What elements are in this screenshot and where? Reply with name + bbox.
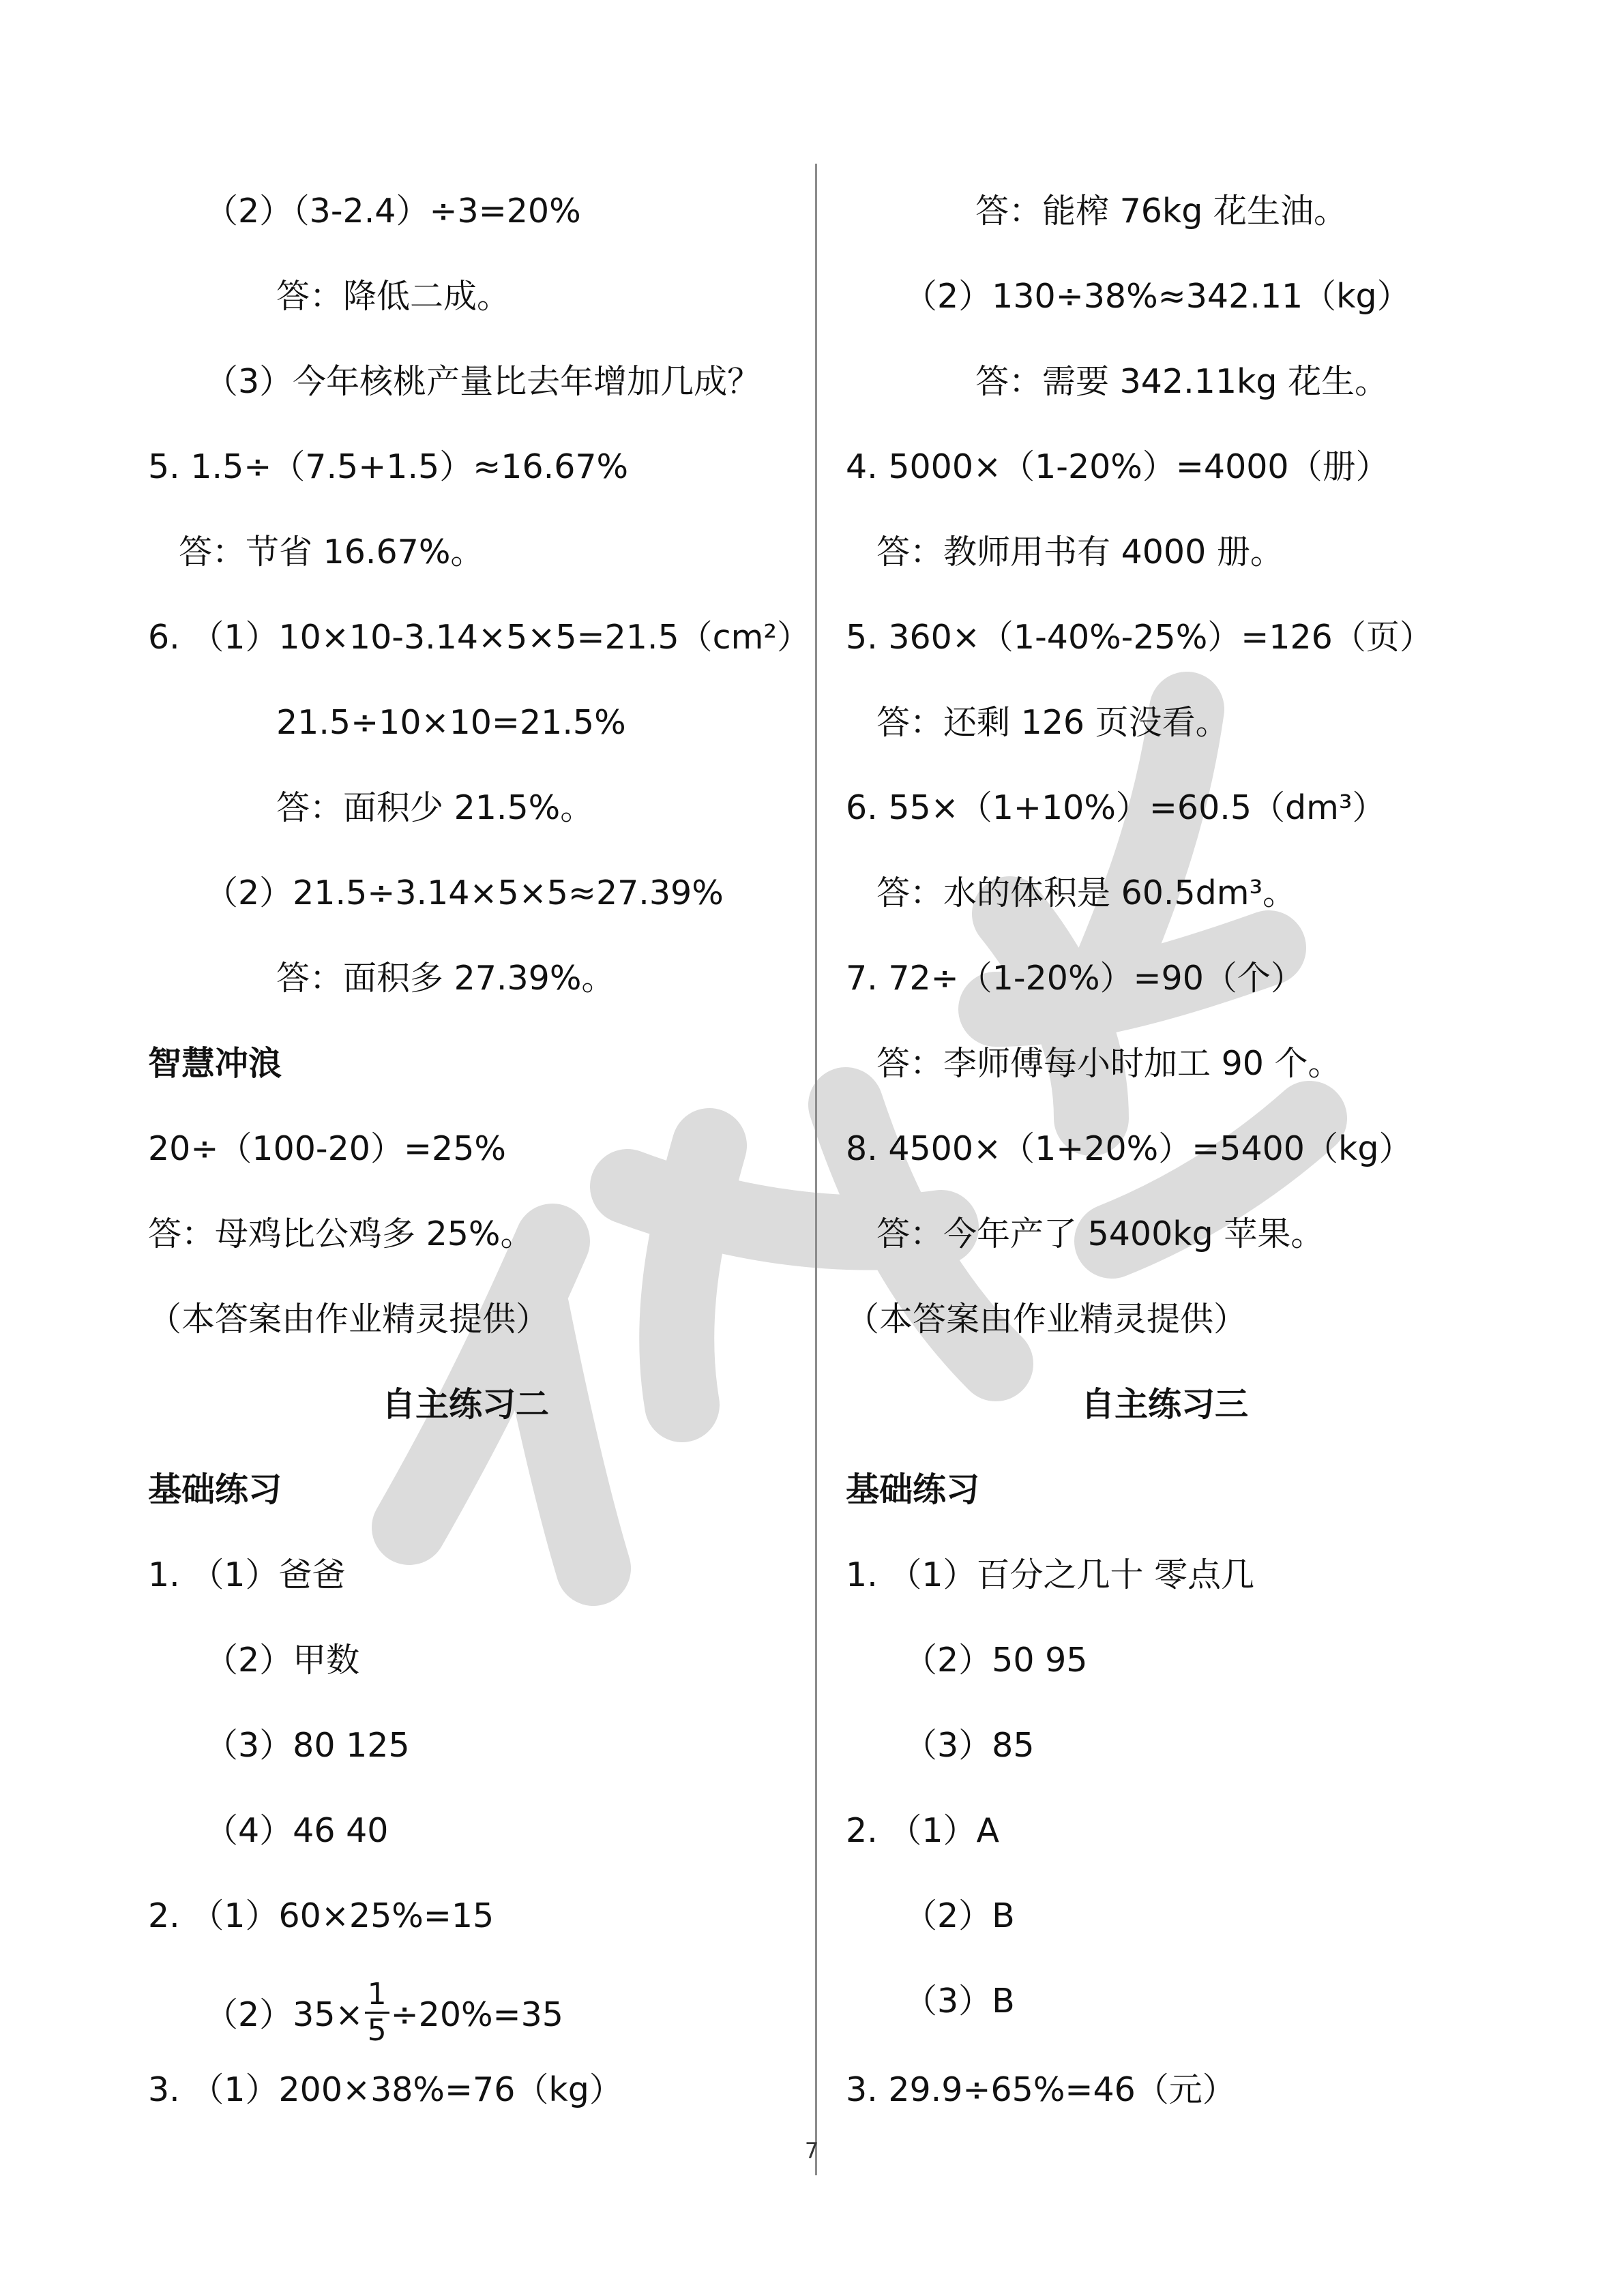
answer-line: 20÷（100-20）=25% [148, 1129, 506, 1168]
answer-line: 6. 55×（1+10%）=60.5（dm³） [846, 788, 1386, 827]
answer-line: （3）80 125 [205, 1726, 410, 1765]
answer-line: 答：教师用书有 4000 册。 [876, 533, 1284, 571]
answer-line: （3）B [904, 1982, 1015, 2021]
page-number: 7 [804, 2138, 819, 2164]
answer-line: 7. 72÷（1-20%）=90（个） [846, 959, 1304, 998]
answer-line: 3. 29.9÷65%=46（元） [846, 2070, 1236, 2109]
answer-line: 答：水的体积是 60.5dm³。 [876, 874, 1297, 912]
answer-line: （2）50 95 [904, 1641, 1088, 1680]
answer-line: 答：面积少 21.5%。 [276, 788, 594, 827]
answer-line: 4. 5000×（1-20%）=4000（册） [846, 447, 1389, 486]
fraction-answer-line [205, 1978, 563, 2053]
source-note: （本答案由作业精灵提供） [846, 1300, 1247, 1339]
fraction [365, 1978, 389, 2048]
section-heading: 基础练习 [148, 1470, 282, 1509]
answer-line: 5. 1.5÷（7.5+1.5）≈16.67% [148, 447, 629, 486]
answer-line: 答：今年产了 5400kg 苹果。 [876, 1214, 1325, 1253]
answer-line: （3）今年核桃产量比去年增加几成？ [205, 362, 761, 401]
answer-line: 5. 360×（1-40%-25%）=126（页） [846, 618, 1433, 657]
column-divider [815, 164, 817, 2175]
answer-line: 答：需要 342.11kg 花生。 [975, 362, 1389, 401]
fraction-prefix: （2）35× [205, 1995, 364, 2034]
section-heading: 智慧冲浪 [148, 1044, 282, 1083]
answer-line: （2）（3-2.4）÷3=20% [205, 192, 581, 230]
section-heading: 基础练习 [846, 1470, 980, 1509]
answer-line: 答：还剩 126 页没看。 [876, 703, 1229, 742]
answer-line: （4）46 40 [205, 1811, 389, 1850]
exercise-title: 自主练习三 [1081, 1385, 1249, 1424]
answer-line: 1. （1）百分之几十 零点几 [846, 1555, 1255, 1594]
source-note: （本答案由作业精灵提供） [148, 1300, 550, 1339]
answer-line: （2）甲数 [205, 1641, 360, 1680]
answer-line: 6. （1）10×10-3.14×5×5=21.5（cm²） [148, 618, 810, 657]
answer-line: 2. （1）60×25%=15 [148, 1896, 494, 1935]
answer-line: 1. （1）爸爸 [148, 1555, 346, 1594]
answer-line: 答：能榨 76kg 花生油。 [975, 192, 1347, 230]
fraction-denominator: 5 [367, 2013, 387, 2048]
answer-line: 答：母鸡比公鸡多 25%。 [148, 1214, 534, 1253]
answer-line: 答：节省 16.67%。 [179, 533, 484, 571]
answer-line: 2. （1）A [846, 1811, 1000, 1850]
answer-line: （2）130÷38%≈342.11（kg） [904, 277, 1411, 316]
answer-line: （2）21.5÷3.14×5×5≈27.39% [205, 874, 724, 912]
answer-line: 3. （1）200×38%=76（kg） [148, 2070, 623, 2109]
fraction-numerator: 1 [365, 1978, 389, 2014]
fraction-suffix: ÷20%=35 [390, 1995, 563, 2034]
answer-line: （2）B [904, 1896, 1015, 1935]
answer-line: 答：面积多 27.39%。 [276, 959, 615, 998]
answer-line: 答：降低二成。 [276, 277, 511, 316]
answer-line: 21.5÷10×10=21.5% [276, 703, 626, 742]
exercise-title: 自主练习二 [382, 1385, 550, 1424]
answer-line: （3）85 [904, 1726, 1035, 1765]
answer-line: 答：李师傅每小时加工 90 个。 [876, 1044, 1342, 1083]
answer-line: 8. 4500×（1+20%）=5400（kg） [846, 1129, 1413, 1168]
